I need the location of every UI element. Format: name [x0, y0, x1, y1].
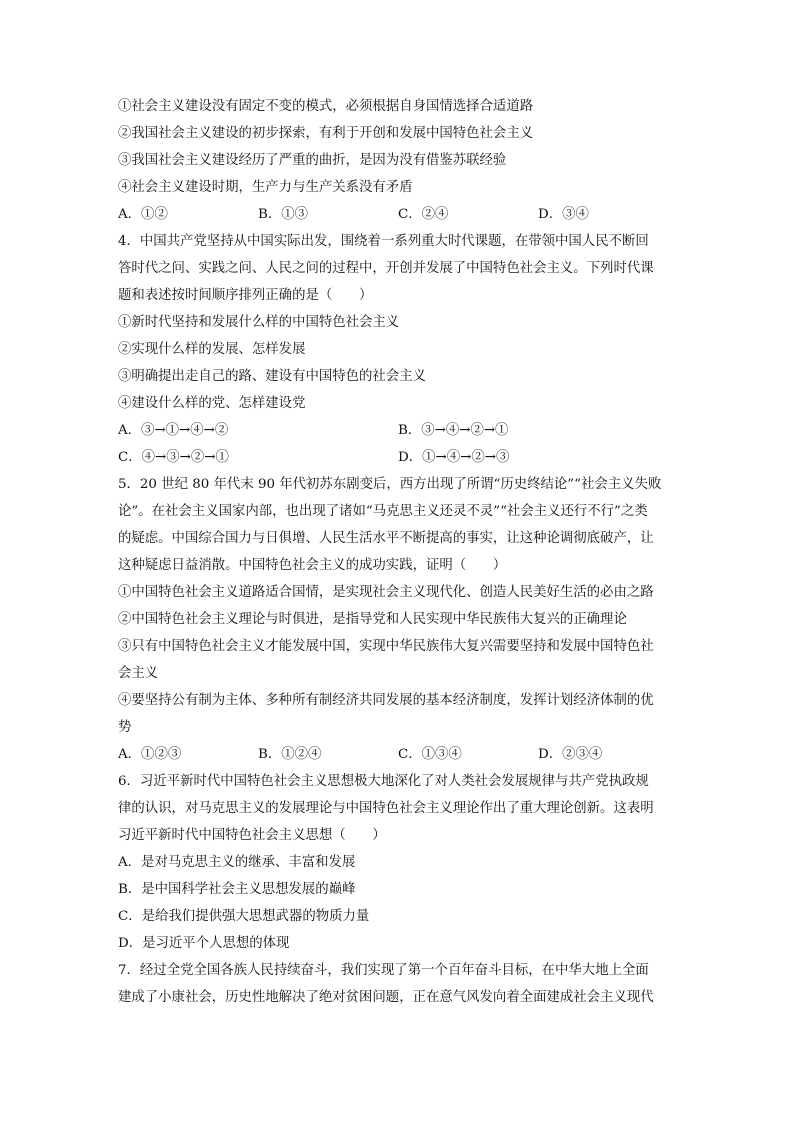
q6-option-a: A．是对马克思主义的继承、丰富和发展 [118, 855, 356, 870]
q5-item-4-cont: 势 [118, 720, 132, 735]
q4-options-row-2 [118, 444, 678, 471]
q7-stem-line-1: 7．经过全党全国各族人民持续奋斗，我们实现了第一个百年奋斗目标，在中华大地上全面 [118, 963, 649, 978]
q4-stem-line-1: 4．中国共产党坚持从中国实际出发，围绕着一系列重大时代课题，在带领中国人民不断回 [118, 234, 649, 249]
q5-option-c: C．①③④ [398, 747, 462, 762]
q5-option-a: A．①②③ [118, 747, 182, 762]
q6-option-d: D．是习近平个人思想的体现 [118, 936, 290, 951]
q4-item-2: ②实现什么样的发展、怎样发展 [118, 342, 306, 357]
q4-option-d: D．①→④→②→③ [398, 450, 510, 465]
q6-stem-line-2: 律的认识，对马克思主义的发展理论与中国特色社会主义理论作出了重大理论创新。这表明 [118, 801, 654, 816]
q4-item-3: ③明确提出走自己的路、建设有中国特色的社会主义 [118, 369, 426, 384]
q7-stem-line-2: 建成了小康社会，历史性地解决了绝对贫困问题，正在意气风发向着全面建成社会主义现代 [118, 990, 654, 1005]
q4-options-row-1 [118, 417, 678, 444]
q3-item-3: ③我国社会主义建设经历了严重的曲折，是因为没有借鉴苏联经验 [118, 153, 507, 168]
q6-stem-line-1: 6．习近平新时代中国特色社会主义思想极大地深化了对人类社会发展规律与共产党执政规 [118, 774, 649, 789]
q3-option-b: B．①③ [258, 207, 309, 222]
q3-option-a: A．①② [118, 207, 168, 222]
q5-stem-line-3: 的疑虑。中国综合国力与日俱增、人民生活水平不断提高的事实，让这种论调彻底破产，让 [118, 531, 654, 546]
q4-item-4: ④建设什么样的党、怎样建设党 [118, 396, 306, 411]
q3-item-1: ①社会主义建设没有固定不变的模式，必须根据自身国情选择合适道路 [118, 99, 534, 114]
q3-option-d: D．③④ [538, 207, 589, 222]
q4-option-a: A．③→①→④→② [118, 423, 229, 438]
q5-options [118, 741, 678, 768]
q4-option-b: B．③→④→②→① [398, 423, 509, 438]
q5-item-4: ④要坚持公有制为主体、多种所有制经济共同发展的基本经济制度，发挥计划经济体制的优 [118, 693, 654, 708]
q5-item-3-cont: 会主义 [118, 666, 159, 681]
q5-item-1: ①中国特色社会主义道路适合国情，是实现社会主义现代化、创造人民美好生活的必由之路 [118, 585, 654, 600]
q4-item-1: ①新时代坚持和发展什么样的中国特色社会主义 [118, 315, 400, 330]
q3-item-2: ②我国社会主义建设的初步探索，有利于开创和发展中国特色社会主义 [118, 126, 534, 141]
q5-stem-line-2: 论”。在社会主义国家内部，也出现了诸如“马克思主义还灵不灵”“社会主义还行不行”之类 [118, 504, 648, 519]
exam-content [118, 93, 678, 1011]
q5-item-3: ③只有中国特色社会主义才能发展中国，实现中华民族伟大复兴需要坚持和发展中国特色社 [118, 639, 654, 654]
q6-option-b: B．是中国科学社会主义思想发展的巅峰 [118, 882, 356, 897]
q5-option-b: B．①②④ [258, 747, 322, 762]
q5-option-d: D．②③④ [538, 747, 603, 762]
q4-option-c: C．④→③→②→① [118, 450, 229, 465]
q3-options [118, 201, 678, 228]
q5-item-2: ②中国特色社会主义理论与时俱进，是指导党和人民实现中华民族伟大复兴的正确理论 [118, 612, 627, 627]
q4-stem-line-3: 题和表述按时间顺序排列正确的是（ ） [118, 288, 373, 303]
q6-option-c: C．是给我们提供强大思想武器的物质力量 [118, 909, 370, 924]
q3-option-c: C．②④ [398, 207, 449, 222]
q6-stem-line-3: 习近平新时代中国特色社会主义思想（ ） [118, 828, 386, 843]
q4-stem-line-2: 答时代之问、实践之问、人民之问的过程中，开创并发展了中国特色社会主义。下列时代课 [118, 261, 654, 276]
q5-stem-line-4: 这种疑虑日益消散。中国特色社会主义的成功实践，证明（ ） [118, 558, 507, 573]
q3-item-4: ④社会主义建设时期，生产力与生产关系没有矛盾 [118, 180, 413, 195]
q5-stem-line-1: 5．20 世纪 80 年代末 90 年代初苏东剧变后，西方出现了所谓“历史终结论”“社会主义失败 [118, 477, 662, 492]
